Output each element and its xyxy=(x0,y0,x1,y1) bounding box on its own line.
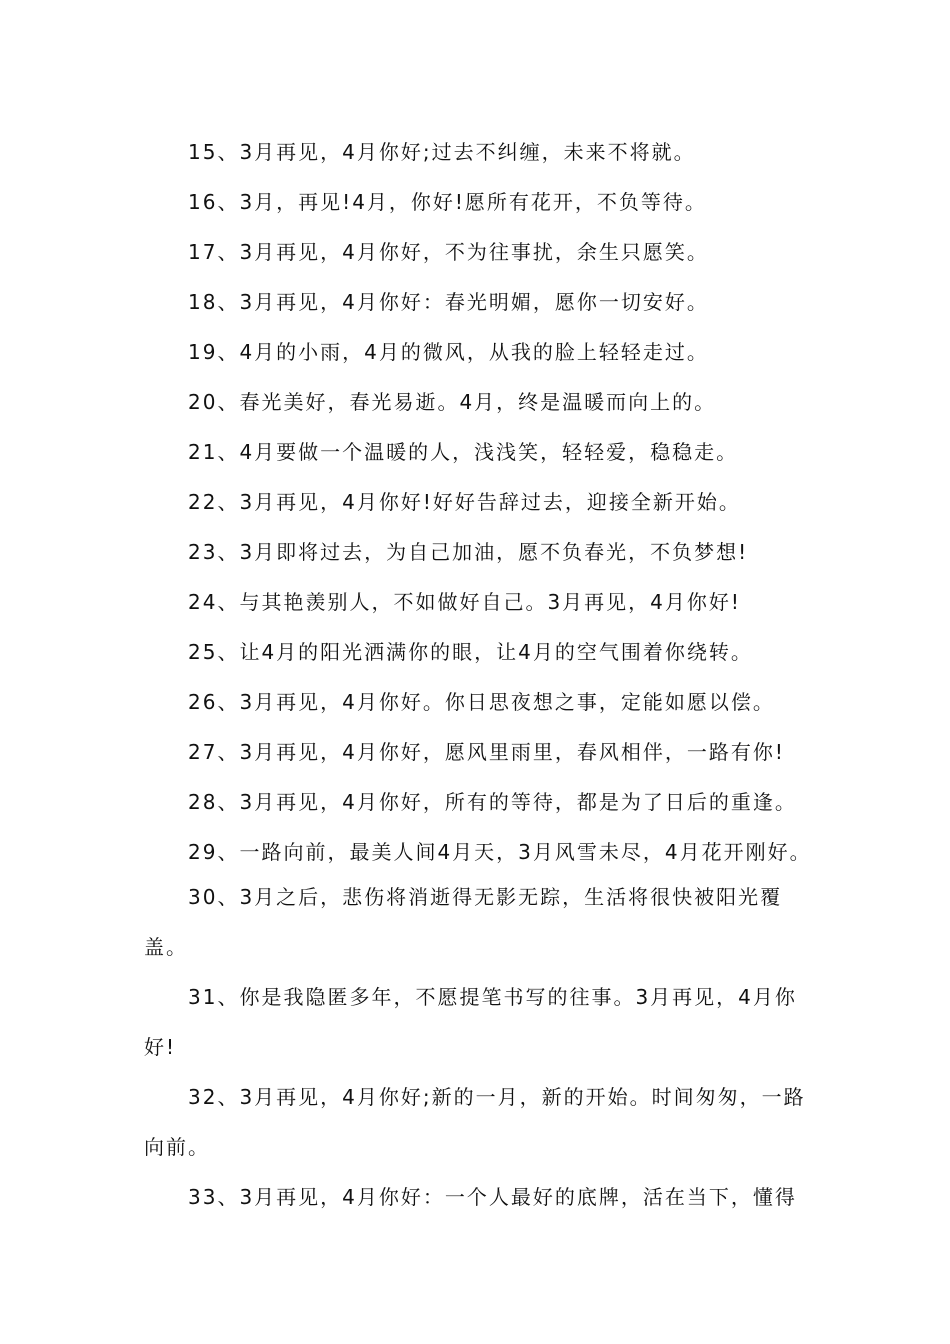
list-item: 28、3月再见，4月你好，所有的等待，都是为了日后的重逢。 xyxy=(188,790,797,814)
list-item: 33、3月再见，4月你好：一个人最好的底牌，活在当下，懂得 xyxy=(188,1185,797,1209)
list-item: 30、3月之后，悲伤将消逝得无影无踪，生活将很快被阳光覆盖。 xyxy=(144,885,783,959)
list-item: 27、3月再见，4月你好，愿风里雨里，春风相伴，一路有你! xyxy=(188,740,785,764)
list-item: 18、3月再见，4月你好：春光明媚，愿你一切安好。 xyxy=(188,290,709,314)
list-item: 21、4月要做一个温暖的人，浅浅笑，轻轻爱，稳稳走。 xyxy=(188,440,739,464)
list-item: 32、3月再见，4月你好;新的一月，新的开始。时间匆匆，一路向前。 xyxy=(144,1085,806,1159)
list-item: 17、3月再见，4月你好，不为往事扰，余生只愿笑。 xyxy=(188,240,709,264)
list-item: 22、3月再见，4月你好!好好告辞过去，迎接全新开始。 xyxy=(188,490,741,514)
list-item: 23、3月即将过去，为自己加油，愿不负春光，不负梦想! xyxy=(188,540,749,564)
list-item: 19、4月的小雨，4月的微风，从我的脸上轻轻走过。 xyxy=(188,340,709,364)
list-item: 29、一路向前，最美人间4月天，3月风雪未尽，4月花开刚好。 xyxy=(188,840,812,864)
list-item: 16、3月，再见!4月，你好!愿所有花开，不负等待。 xyxy=(188,190,707,214)
list-item: 20、春光美好，春光易逝。4月，终是温暖而向上的。 xyxy=(188,390,717,414)
list-item: 31、你是我隐匿多年，不愿提笔书写的往事。3月再见，4月你好! xyxy=(144,985,797,1059)
list-item: 26、3月再见，4月你好。你日思夜想之事，定能如愿以偿。 xyxy=(188,690,775,714)
list-item: 15、3月再见，4月你好;过去不纠缠，未来不将就。 xyxy=(188,140,696,164)
list-item: 24、与其艳羡别人，不如做好自己。3月再见，4月你好! xyxy=(188,590,741,614)
list-item: 25、让4月的阳光洒满你的眼，让4月的空气围着你绕转。 xyxy=(188,640,753,664)
